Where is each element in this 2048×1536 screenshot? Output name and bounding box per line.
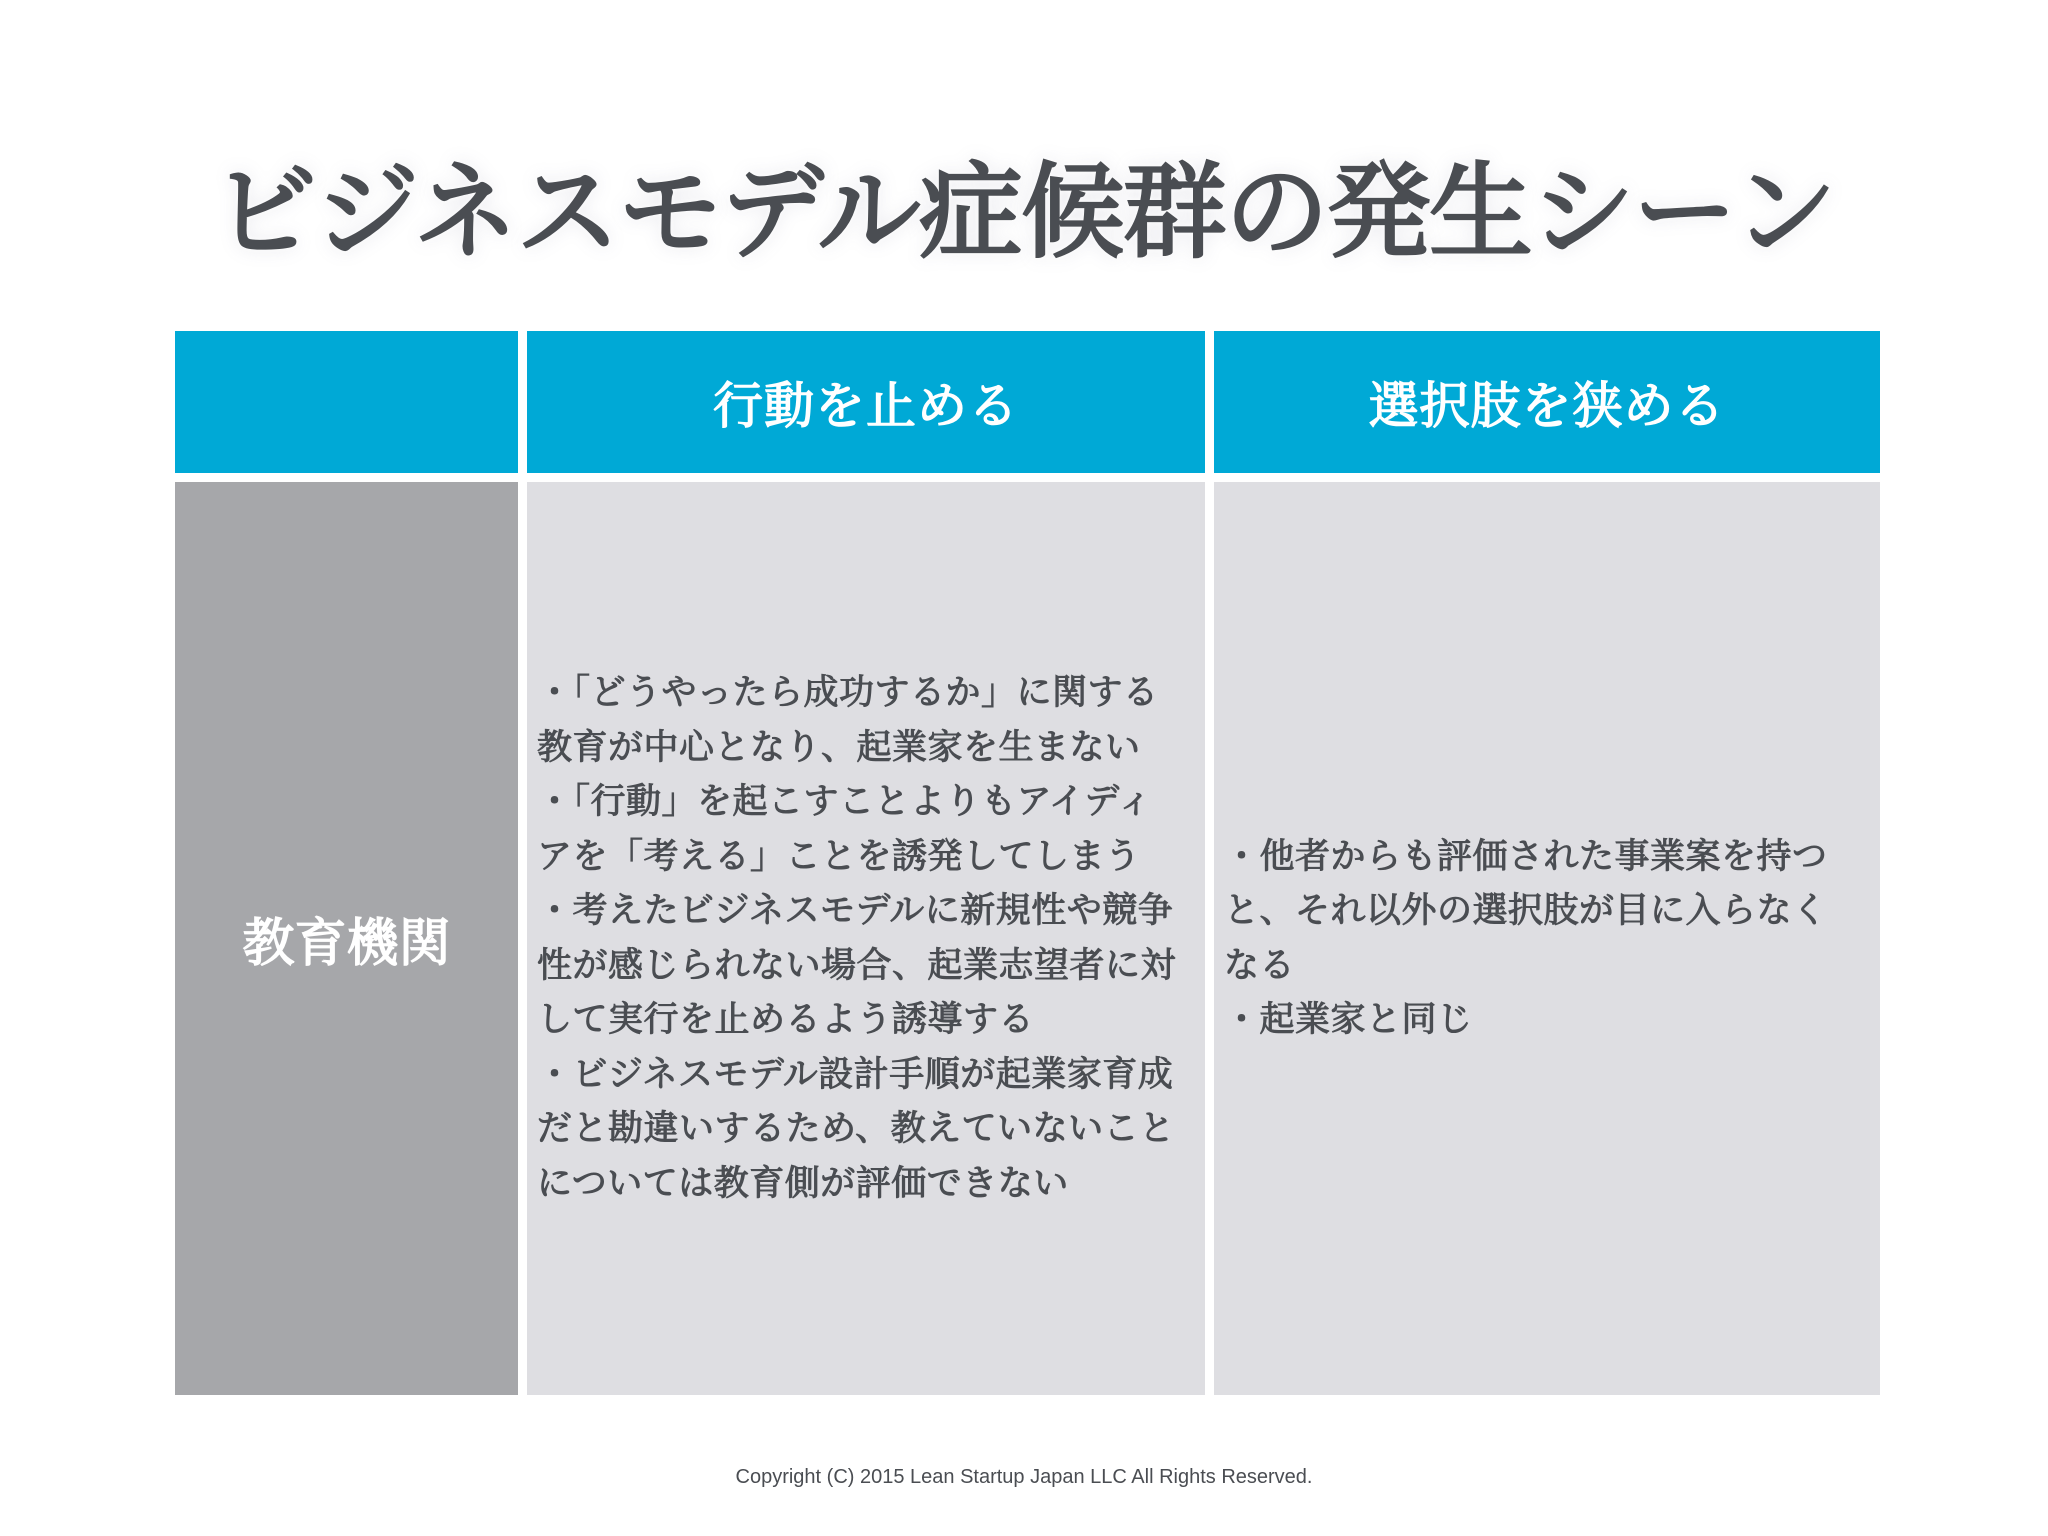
text-line: だと勘違いするため、教えていないこと <box>537 1109 1175 1149</box>
text-line: なる <box>1224 945 1296 986</box>
table-corner-cell <box>175 331 518 473</box>
text-line: ・起業家と同じ <box>1224 1000 1473 1040</box>
text-line: と、それ以外の選択肢が目に入らなく <box>1224 891 1828 931</box>
column-header-stop-action: 行動を止める <box>527 331 1205 473</box>
cell-text-narrow-options <box>1224 830 1828 1048</box>
cell-education-narrow-options <box>1214 482 1880 1395</box>
text-line: ・考えたビジネスモデルに新規性や競争 <box>537 891 1174 931</box>
slide-title: ビジネスモデル症候群の発生シーン <box>213 151 1835 273</box>
text-line: ・他者からも評価された事業案を持つ <box>1224 836 1828 877</box>
row-header-education-institution: 教育機関 <box>175 482 518 1395</box>
text-line: ・「行動」を起こすことよりもアイディ <box>537 782 1153 822</box>
text-line: ・「どうやったら成功するか」に関する <box>537 673 1159 713</box>
text-line: ・ビジネスモデル設計手順が起業家育成 <box>537 1054 1174 1095</box>
column-header-narrow-options: 選択肢を狭める <box>1214 331 1880 473</box>
cell-text-stop-action <box>537 666 1176 1211</box>
text-line: 性が感じられない場合、起業志望者に対 <box>537 945 1177 986</box>
text-line: して実行を止めるよう誘導する <box>537 1000 1035 1040</box>
copyright-footer: Copyright (C) 2015 Lean Startup Japan LLC All Rights Reserved. <box>735 1466 1313 1488</box>
text-line: 教育が中心となり、起業家を生まない <box>537 727 1141 768</box>
cell-education-stop-action <box>527 482 1205 1395</box>
text-line: アを「考える」ことを誘発してしまう <box>537 836 1141 877</box>
text-line: については教育側が評価できない <box>537 1163 1069 1204</box>
